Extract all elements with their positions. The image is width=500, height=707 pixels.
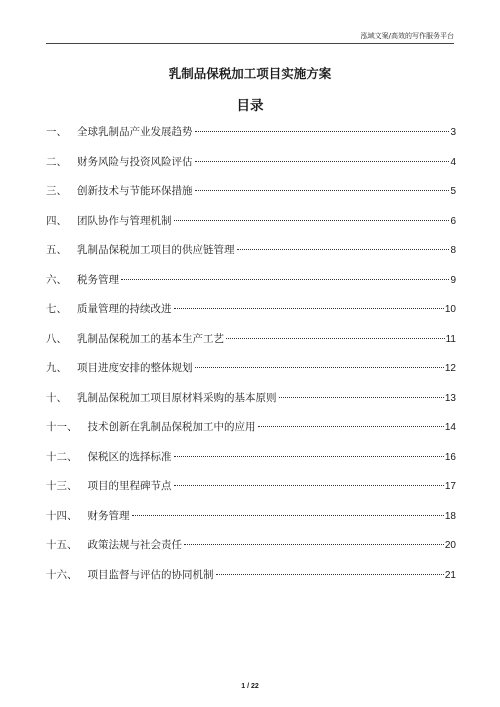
toc-entry[interactable]: [46, 266, 456, 296]
toc-entry[interactable]: [46, 384, 456, 414]
toc-entry-page: 20: [444, 540, 456, 551]
toc-entry-number: 四、: [46, 214, 67, 227]
toc-entry-label: 财务管理: [87, 509, 130, 522]
toc-entry-number: 十五、: [46, 539, 78, 551]
toc-entry-label: 质量管理的持续改进: [77, 303, 172, 315]
toc-entry[interactable]: [46, 118, 456, 148]
toc-entry-label: 政策法规与社会责任: [87, 539, 182, 551]
toc-entry[interactable]: [46, 295, 456, 325]
header-rule: [46, 43, 454, 44]
toc-entry-number: 十一、: [46, 421, 78, 433]
toc-heading: 目录: [236, 98, 264, 114]
toc-entry-label: 技术创新在乳制品保税加工中的应用: [87, 421, 256, 433]
document-title: 乳制品保税加工项目实施方案: [168, 66, 332, 81]
toc-entry-page: 17: [444, 481, 456, 492]
toc-entry-number: 八、: [46, 332, 67, 345]
toc-entry[interactable]: [46, 502, 456, 532]
toc-entry-label: 保税区的选择标准: [87, 450, 172, 463]
toc-entry-number: 九、: [46, 362, 67, 374]
toc-dot-leader: [174, 308, 444, 309]
toc-entry[interactable]: [46, 207, 456, 237]
toc-entry-number: 十六、: [46, 568, 78, 581]
toc-entry-label: 税务管理: [77, 273, 119, 286]
toc-entry-page: 10: [444, 304, 456, 315]
toc-entry-label: 财务风险与投资风险评估: [77, 155, 193, 168]
toc-entry-label: 项目的里程碑节点: [87, 480, 172, 492]
toc-dot-leader: [174, 220, 450, 221]
toc-dot-leader: [226, 338, 445, 339]
toc-entry-number: 三、: [46, 185, 67, 197]
toc-entry[interactable]: [46, 236, 456, 266]
toc-entry-page: 13: [444, 392, 456, 404]
toc-entry-label: 乳制品保税加工的基本生产工艺: [77, 332, 224, 345]
toc-entry-page: 3: [450, 127, 456, 138]
toc-dot-leader: [195, 367, 444, 368]
header-brand: 泓域文案/高效的写作服务平台: [360, 32, 454, 40]
toc-entry-label: 乳制品保税加工项目原材料采购的基本原则: [77, 391, 277, 404]
toc-entry[interactable]: [46, 148, 456, 178]
toc-entry-page: 18: [444, 510, 456, 522]
toc-entry-page: 8: [450, 245, 456, 256]
toc-entry-page: 21: [444, 569, 456, 581]
toc-entry-page: 6: [450, 215, 456, 227]
page-indicator: 1 / 22: [241, 683, 259, 690]
toc-dot-leader: [132, 515, 444, 516]
toc-entry-label: 全球乳制品产业发展趋势: [77, 126, 193, 138]
toc-entry-page: 12: [444, 363, 456, 374]
toc-dot-leader: [174, 485, 444, 486]
toc-dot-leader: [279, 397, 444, 398]
toc-entry-page: 16: [444, 451, 456, 463]
toc-entry-number: 五、: [46, 244, 67, 256]
toc-entry-number: 十三、: [46, 480, 78, 492]
toc-list: [46, 118, 456, 590]
toc-dot-leader: [121, 279, 449, 280]
toc-entry-page: 14: [444, 422, 456, 433]
toc-entry[interactable]: [46, 354, 456, 384]
toc-entry[interactable]: [46, 413, 456, 443]
toc-entry-page: 11: [445, 333, 456, 345]
toc-entry-number: 七、: [46, 303, 67, 315]
toc-entry-number: 十、: [46, 391, 67, 404]
toc-entry-number: 六、: [46, 273, 67, 286]
toc-entry[interactable]: [46, 443, 456, 473]
toc-dot-leader: [184, 544, 444, 545]
toc-entry-label: 项目监督与评估的协同机制: [87, 568, 214, 581]
toc-entry-label: 创新技术与节能环保措施: [77, 185, 193, 197]
toc-dot-leader: [258, 426, 444, 427]
toc-entry[interactable]: [46, 325, 456, 355]
toc-entry-label: 团队协作与管理机制: [77, 214, 172, 227]
toc-entry-number: 十二、: [46, 450, 78, 463]
toc-entry-page: 5: [450, 186, 456, 197]
toc-entry[interactable]: [46, 531, 456, 561]
toc-dot-leader: [195, 190, 450, 191]
toc-entry-number: 二、: [46, 155, 67, 168]
toc-entry-number: 十四、: [46, 509, 78, 522]
toc-dot-leader: [195, 131, 450, 132]
toc-entry-label: 乳制品保税加工项目的供应链管理: [77, 244, 235, 256]
toc-dot-leader: [195, 161, 450, 162]
toc-dot-leader: [174, 456, 444, 457]
toc-dot-leader: [216, 574, 444, 575]
toc-entry-label: 项目进度安排的整体规划: [77, 362, 193, 374]
toc-entry[interactable]: [46, 177, 456, 207]
toc-entry-page: 4: [450, 156, 456, 168]
toc-entry-number: 一、: [46, 126, 67, 138]
toc-entry-page: 9: [450, 274, 456, 286]
toc-entry[interactable]: [46, 472, 456, 502]
toc-entry[interactable]: [46, 561, 456, 591]
toc-dot-leader: [237, 249, 450, 250]
